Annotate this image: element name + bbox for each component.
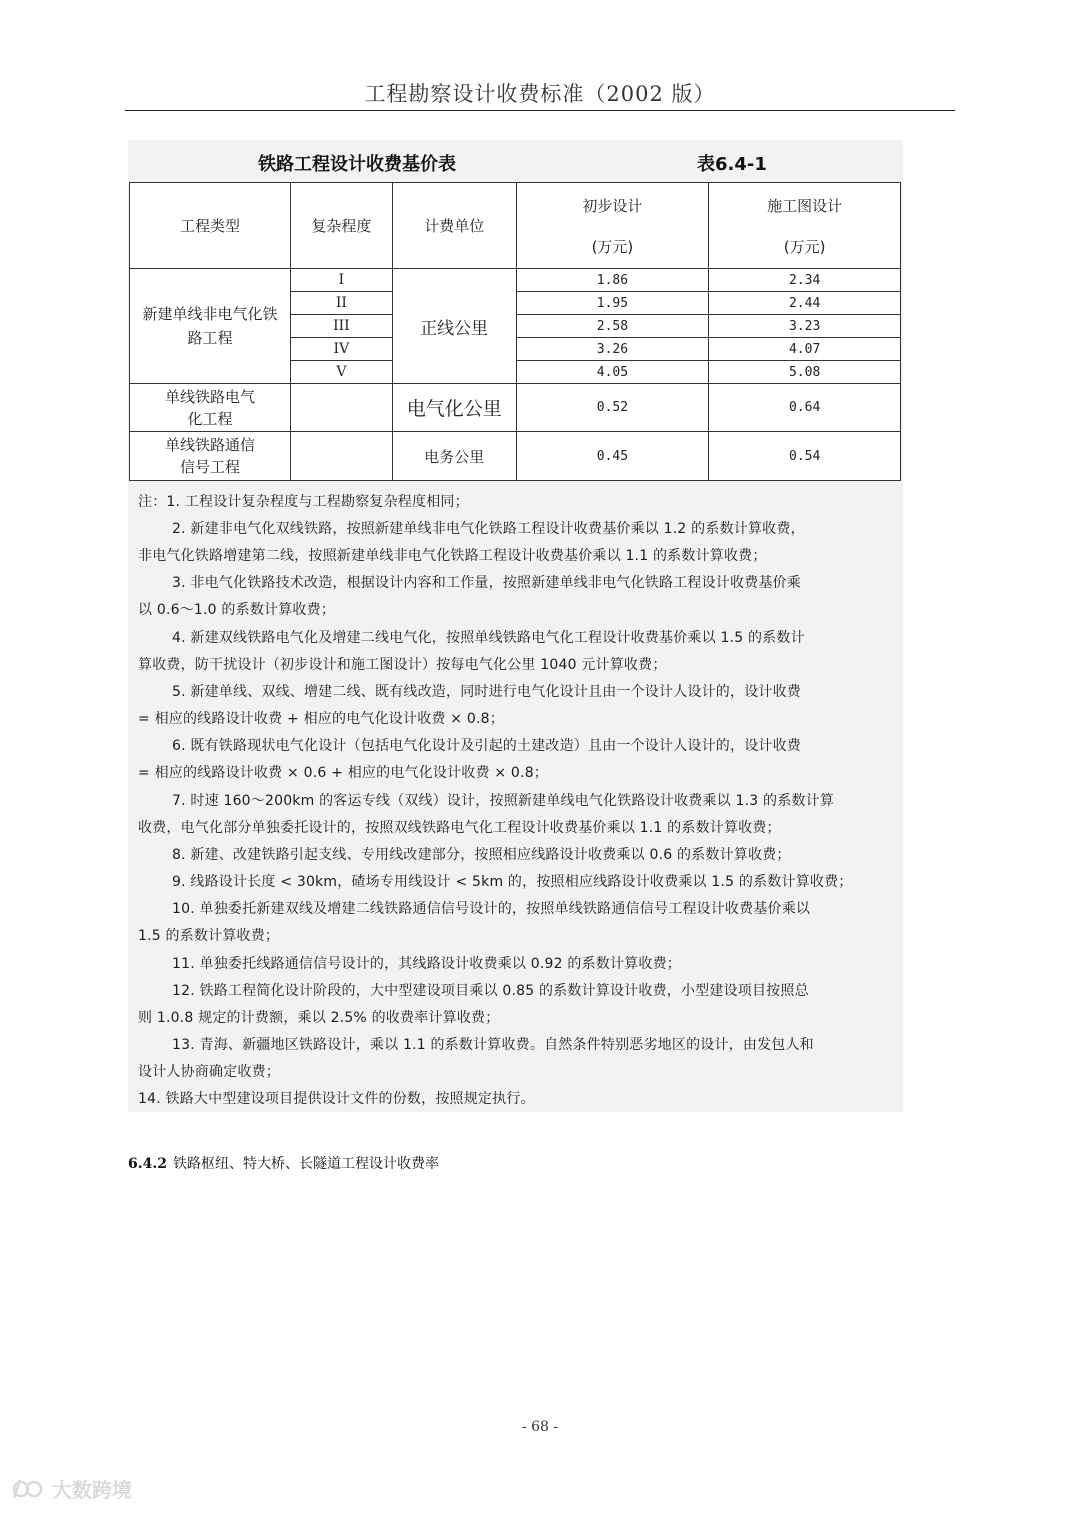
prelim-cell: 1.86: [516, 269, 709, 292]
note-line: 设计人协商确定收费；: [138, 1064, 280, 1080]
page-number: - 68 -: [521, 1419, 559, 1435]
group1-type: 新建单线非电气化铁路工程: [130, 269, 291, 384]
fee-table: [129, 182, 901, 481]
note-line: = 相应的线路设计收费 + 相应的电气化设计收费 × 0.8；: [138, 711, 504, 727]
construction-cell: 2.44: [709, 292, 901, 315]
grade-cell: III: [290, 315, 392, 338]
note-line: 3. 非电气化铁路技术改造，根据设计内容和工作量，按照新建单线非电气化铁路工程设计收费基价乘: [172, 575, 802, 591]
signal-construction: 0.54: [709, 432, 901, 481]
table-row: [130, 432, 901, 481]
table-header-row: [130, 183, 901, 269]
elec-prelim: 0.52: [516, 384, 709, 432]
elec-type: 单线铁路电气化工程: [130, 384, 291, 432]
construction-cell: 3.23: [709, 315, 901, 338]
running-header-title: 工程勘察设计收费标准（2002 版）: [364, 82, 716, 106]
table-row: [130, 269, 901, 292]
table-row: [130, 384, 901, 432]
header-rule: [125, 110, 955, 111]
note-line: 非电气化铁路增建第二线，按照新建单线非电气化铁路工程设计收费基价乘以 1.1 的系数计算收费；: [138, 548, 767, 564]
header-prelim-unit: (万元): [591, 237, 634, 256]
header-unit: 计费单位: [392, 183, 516, 269]
table-title: 铁路工程设计收费基价表: [258, 154, 456, 175]
group1-unit: 正线公里: [392, 269, 516, 384]
note-line: 5. 新建单线、双线、增建二线、既有线改造，同时进行电气化设计且由一个设计人设计的，设计收费: [172, 684, 802, 700]
elec-unit: 电气化公里: [392, 384, 516, 432]
header-construction-unit: (万元): [783, 237, 826, 256]
signal-prelim: 0.45: [516, 432, 709, 481]
note-line: 则 1.0.8 规定的计费额，乘以 2.5% 的收费率计算收费；: [138, 1010, 500, 1026]
section-title: 铁路枢纽、特大桥、长隧道工程设计收费率: [172, 1156, 439, 1172]
prelim-cell: 1.95: [516, 292, 709, 315]
note-line: 10. 单独委托新建双线及增建二线铁路通信信号设计的，按照单线铁路通信信号工程设计收费基价乘以: [172, 901, 811, 917]
grade-cell: I: [290, 269, 392, 292]
section-number: 6.4.2: [128, 1156, 167, 1172]
note-line: 注：1. 工程设计复杂程度与工程勘察复杂程度相同；: [138, 494, 469, 510]
table-number: 表6.4-1: [697, 154, 767, 175]
grade-cell: II: [290, 292, 392, 315]
note-line: 算收费，防干扰设计（初步设计和施工图设计）按每电气化公里 1040 元计算收费；: [138, 657, 667, 673]
signal-type: 单线铁路通信信号工程: [130, 432, 291, 481]
signal-complexity: [290, 432, 392, 481]
note-line: 收费，电气化部分单独委托设计的，按照双线铁路电气化工程设计收费基价乘以 1.1 的系数计算收费；: [138, 820, 781, 836]
watermark-logo-icon: [12, 1476, 46, 1502]
construction-cell: 4.07: [709, 338, 901, 361]
note-line: 7. 时速 160～200km 的客运专线（双线）设计，按照新建单线电气化铁路设计收费乘以 1.3 的系数计算: [172, 793, 835, 809]
section-heading: [128, 1153, 439, 1173]
watermark-text: 大数跨境: [52, 1478, 132, 1502]
prelim-cell: 3.26: [516, 338, 709, 361]
note-line: 13. 青海、新疆地区铁路设计，乘以 1.1 的系数计算收费。自然条件特别恶劣地区的设计，由发包人和: [172, 1037, 814, 1053]
signal-unit: 电务公里: [392, 432, 516, 481]
header-construction-label: 施工图设计: [767, 196, 843, 215]
header-complexity: 复杂程度: [290, 183, 392, 269]
note-line: 6. 既有铁路现状电气化设计（包括电气化设计及引起的土建改造）且由一个设计人设计的，设计收费: [172, 738, 802, 754]
note-line: 9. 线路设计长度 < 30km，碴场专用线设计 < 5km 的，按照相应线路设计收费乘以 1.5 的系数计算收费；: [172, 874, 853, 890]
grade-cell: V: [290, 361, 392, 384]
construction-cell: 2.34: [709, 269, 901, 292]
note-line: = 相应的线路设计收费 × 0.6 + 相应的电气化设计收费 × 0.8；: [138, 765, 549, 781]
note-line: 12. 铁路工程简化设计阶段的，大中型建设项目乘以 0.85 的系数计算设计收费，小型建设项目按照总: [172, 983, 809, 999]
header-type: 工程类型: [130, 183, 291, 269]
watermark: [12, 1474, 132, 1503]
note-line: 8. 新建、改建铁路引起支线、专用线改建部分，按照相应线路设计收费乘以 0.6 的系数计算收费；: [172, 847, 791, 863]
elec-complexity: [290, 384, 392, 432]
header-prelim: [516, 183, 709, 269]
header-construction: [709, 183, 901, 269]
elec-construction: 0.64: [709, 384, 901, 432]
grade-cell: IV: [290, 338, 392, 361]
note-line: 1.5 的系数计算收费；: [138, 928, 280, 944]
header-prelim-label: 初步设计: [582, 196, 643, 215]
note-line: 4. 新建双线铁路电气化及增建二线电气化，按照单线铁路电气化工程设计收费基价乘以 1.5 的系数计: [172, 630, 805, 646]
note-line: 2. 新建非电气化双线铁路，按照新建单线非电气化铁路工程设计收费基价乘以 1.2 的系数计算收费，: [172, 521, 805, 537]
note-line: 以 0.6～1.0 的系数计算收费；: [138, 602, 336, 618]
construction-cell: 5.08: [709, 361, 901, 384]
note-line: 14. 铁路大中型建设项目提供设计文件的份数，按照规定执行。: [138, 1091, 535, 1107]
prelim-cell: 2.58: [516, 315, 709, 338]
note-line: 11. 单独委托线路通信信号设计的，其线路设计收费乘以 0.92 的系数计算收费；: [172, 956, 681, 972]
prelim-cell: 4.05: [516, 361, 709, 384]
